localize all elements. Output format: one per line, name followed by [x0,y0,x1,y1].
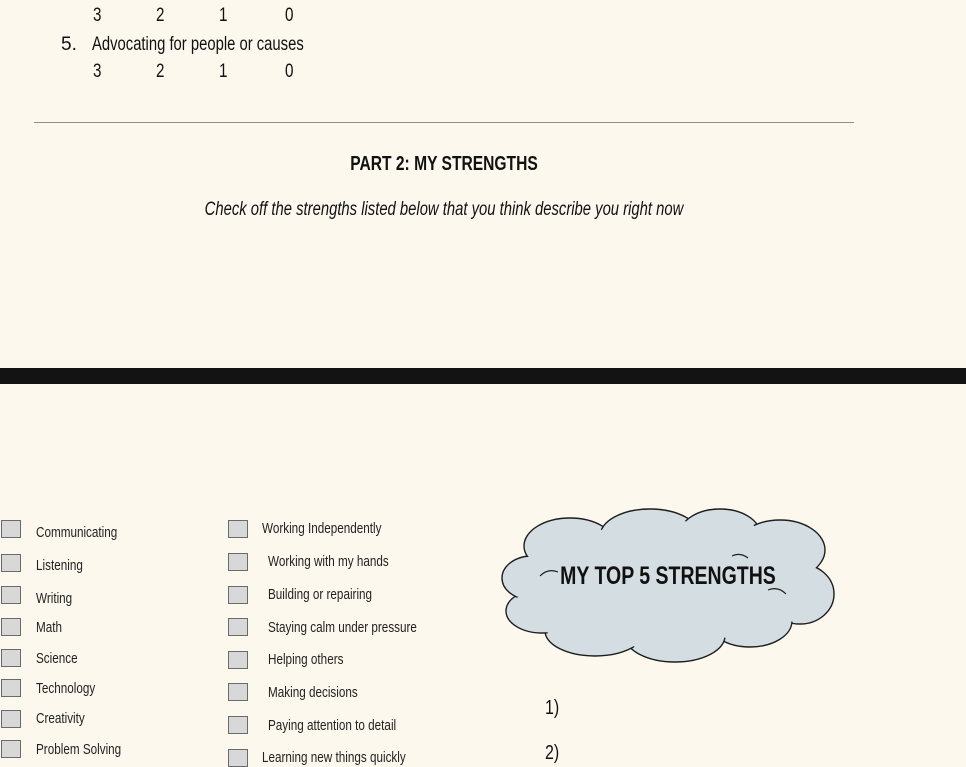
rating-option[interactable]: 3 [93,61,102,82]
strength-label: Writing [36,590,73,607]
top-strength-slot-1: 1) [545,697,560,719]
strength-label: Communicating [36,524,118,541]
top-strength-slot-2: 2) [545,742,560,764]
strength-checkbox[interactable] [228,749,248,767]
strength-label: Creativity [36,710,85,727]
rating-option[interactable]: 0 [285,61,294,82]
section-instruction: Check off the strengths listed below that you think describe you right now [204,199,684,220]
item-number: 5. [61,34,77,55]
rating-option[interactable]: 2 [156,5,165,26]
strength-checkbox[interactable] [228,683,248,701]
rating-option[interactable]: 2 [156,61,165,82]
strength-checkbox[interactable] [1,618,21,636]
section-divider [34,122,854,123]
strength-label: Math [36,619,63,636]
rating-option[interactable]: 1 [219,5,228,26]
strength-label: Working Independently [262,520,382,537]
strength-label: Building or repairing [268,586,373,603]
strength-checkbox[interactable] [228,651,248,669]
strength-checkbox[interactable] [228,716,248,734]
strength-checkbox[interactable] [1,679,21,697]
item-text: Advocating for people or causes [92,34,304,55]
rating-option[interactable]: 0 [285,5,294,26]
section-title: PART 2: MY STRENGTHS [350,153,538,175]
strength-checkbox[interactable] [228,553,248,571]
strength-checkbox[interactable] [1,554,21,572]
strength-checkbox[interactable] [1,520,21,538]
strength-label: Science [36,650,78,667]
strength-label: Listening [36,557,83,574]
strength-checkbox[interactable] [228,520,248,538]
rating-option[interactable]: 1 [219,61,228,82]
strength-checkbox[interactable] [1,740,21,758]
strength-label: Working with my hands [268,553,389,570]
top-strengths-title: MY TOP 5 STRENGTHS [560,562,776,590]
strength-label: Helping others [268,651,344,668]
strength-label: Paying attention to detail [268,717,397,734]
strength-label: Learning new things quickly [262,749,406,766]
worksheet-page-1 [0,0,966,368]
strength-checkbox[interactable] [1,586,21,604]
strength-checkbox[interactable] [228,586,248,604]
strength-label: Technology [36,680,96,697]
strength-label: Staying calm under pressure [268,619,417,636]
strength-checkbox[interactable] [1,649,21,667]
page-break-bar [0,368,966,384]
rating-option[interactable]: 3 [93,5,102,26]
strength-checkbox[interactable] [1,710,21,728]
strength-label: Making decisions [268,684,358,701]
strength-label: Problem Solving [36,741,122,758]
strength-checkbox[interactable] [228,618,248,636]
